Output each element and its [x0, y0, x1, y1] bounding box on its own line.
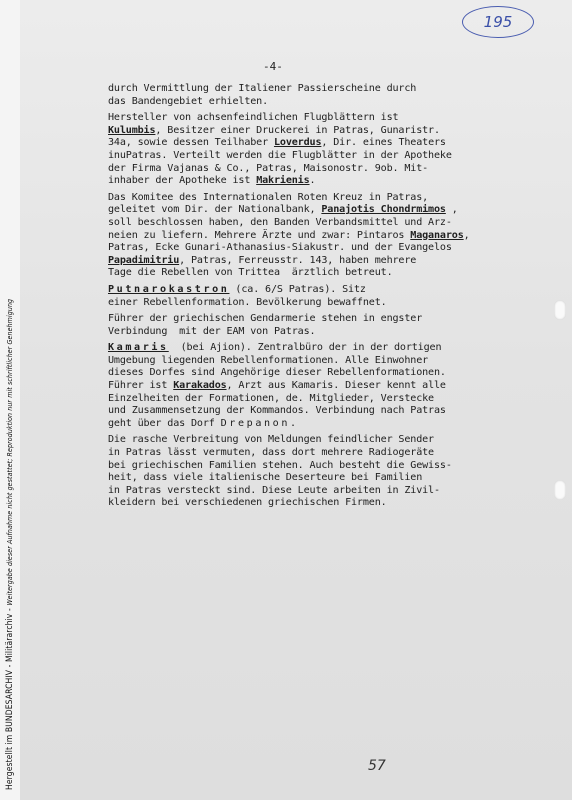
text-segment: , Arzt aus Kamaris. Dieser kennt alle — [226, 380, 446, 392]
text-segment: , Patras, Ferreusstr. 143, haben mehrere — [179, 254, 417, 266]
text-line — [108, 83, 548, 96]
text-segment: soll beschlossen haben, den Banden Verbandsmittel und Arz- — [108, 216, 452, 228]
text-line — [108, 405, 548, 418]
paragraph — [108, 434, 548, 510]
document-body — [108, 83, 548, 514]
text-segment: heit, dass viele italienische Deserteure bei Familien — [108, 472, 423, 484]
text-line — [108, 267, 548, 280]
text-line — [108, 460, 548, 473]
text-segment: und Zusammensetzung der Kommandos. Verbindung nach Patras — [108, 405, 446, 417]
text-line — [108, 217, 548, 230]
text-segment: 34a, sowie dessen Teilhaber — [108, 137, 274, 149]
paragraph — [108, 342, 548, 430]
text-line — [108, 96, 548, 109]
text-segment: in Patras versteckt sind. Diese Leute arbeiten in Zivil- — [108, 484, 440, 496]
text-segment: , Besitzer einer Druckerei in Patras, Gunaristr. — [155, 124, 440, 136]
text-segment: Einzelheiten der Formationen, de. Mitglieder, Verstecke — [108, 392, 434, 404]
text-segment: das Bandengebiet erhielten. — [108, 95, 269, 107]
text-segment: , — [445, 204, 458, 216]
text-segment: einer Rebellenformation. Bevölkerung bewaffnet. — [108, 296, 387, 308]
text-line — [108, 125, 548, 138]
text-segment: Führer ist — [108, 380, 174, 392]
text-line — [108, 418, 548, 431]
punch-hole — [554, 300, 566, 320]
folio-number-stamp: 195 — [462, 6, 534, 38]
paragraph — [108, 83, 548, 108]
text-segment: inuPatras. Verteilt werden die Flugblätter in der Apotheke — [108, 149, 452, 161]
spaced-name: Drepanon — [220, 417, 291, 429]
underlined-name: Makrienis — [256, 175, 310, 187]
text-line — [108, 380, 548, 393]
text-segment: (ca. 6/S Patras). Sitz — [229, 283, 366, 295]
text-segment: Die rasche Verbreitung von Meldungen feindlicher Sender — [108, 434, 434, 446]
text-line — [108, 485, 548, 498]
text-line — [108, 192, 548, 205]
archive-stamp-main: Hergestellt im BUNDESARCHIV - Militärarchiv - — [5, 605, 15, 790]
text-line — [108, 204, 548, 217]
underlined-name: Panajotis Chondrmimos — [321, 204, 446, 216]
paragraph — [108, 313, 548, 338]
text-line — [108, 163, 548, 176]
paragraph — [108, 192, 548, 280]
text-line — [108, 342, 548, 355]
text-line — [108, 497, 548, 510]
archive-stamp-notice: Weitergabe dieser Aufnahme nicht gestattet; Reproduktion nur mit schriftlicher Genehmigung — [6, 298, 14, 606]
text-segment: der Firma Vajanas & Co., Patras, Maisonostr. 9ob. Mit- — [108, 162, 429, 174]
text-line — [108, 175, 548, 188]
text-segment: , — [463, 229, 470, 241]
underlined-name: Loverdus — [273, 137, 322, 149]
underlined-name: Karakados — [173, 380, 227, 392]
text-segment: inhaber der Apotheke ist — [108, 175, 257, 187]
text-segment: Das Komitee des Internationalen Roten Kreuz in Patras, — [108, 191, 429, 203]
text-segment: geleitet vom Dir. der Nationalbank, — [108, 204, 322, 216]
text-segment: Tage die Rebellen von Trittea ärztlich betreut. — [108, 267, 393, 279]
text-line — [108, 284, 548, 297]
text-segment: in Patras lässt vermuten, dass dort mehrere Radiogeräte — [108, 447, 434, 459]
text-segment: dieses Dorfes sind Angehörige dieser Rebellenformationen. — [108, 367, 446, 379]
text-segment: Patras, Ecke Gunari-Athanasius-Siakustr. und der Evangelos — [108, 242, 452, 254]
text-line — [108, 434, 548, 447]
underlined-name: Maganaros — [410, 229, 464, 241]
text-line — [108, 355, 548, 368]
text-segment: . — [309, 175, 316, 187]
punch-hole — [554, 480, 566, 500]
text-line — [108, 230, 548, 243]
text-line — [108, 255, 548, 268]
text-segment: (bei Ajion). Zentralbüro der in der dortigen — [168, 342, 442, 354]
text-segment: , Dir. eines Theaters — [321, 137, 446, 149]
text-segment: Führer der griechischen Gendarmerie stehen in engster — [108, 313, 423, 325]
text-line — [108, 112, 548, 125]
text-segment: bei griechischen Familien stehen. Auch besteht die Gewiss- — [108, 459, 452, 471]
text-line — [108, 242, 548, 255]
paragraph — [108, 112, 548, 188]
underlined-name: Kulumbis — [108, 124, 156, 136]
text-segment: kleidern bei verschiedenen griechischen Firmen. — [108, 497, 387, 509]
archive-reproduction-stamp — [5, 299, 15, 790]
text-segment: Verbindung mit der EAM von Patras. — [108, 325, 316, 337]
text-line — [108, 367, 548, 380]
text-line — [108, 150, 548, 163]
text-line — [108, 137, 548, 150]
paragraph — [108, 284, 548, 309]
text-line — [108, 472, 548, 485]
underlined-name: Kamaris — [108, 342, 169, 354]
text-segment: Hersteller von achsenfeindlichen Flugblättern ist — [108, 112, 399, 124]
text-segment: neien zu liefern. Mehrere Ärzte und zwar: Pintaros — [108, 229, 411, 241]
underlined-name: Putnarokastron — [108, 283, 230, 295]
text-line — [108, 313, 548, 326]
text-segment: durch Vermittlung der Italiener Passierscheine durch — [108, 83, 417, 94]
text-line — [108, 447, 548, 460]
underlined-name: Papadimitriu — [108, 254, 180, 266]
handwritten-mark: 57 — [368, 758, 386, 774]
text-segment: Umgebung liegenden Rebellenformationen. Alle Einwohner — [108, 354, 429, 366]
page-number: -4- — [263, 60, 283, 73]
text-segment: geht über das Dorf — [108, 417, 221, 429]
text-line — [108, 297, 548, 310]
text-segment: . — [290, 417, 296, 429]
text-line — [108, 326, 548, 339]
text-line — [108, 393, 548, 406]
